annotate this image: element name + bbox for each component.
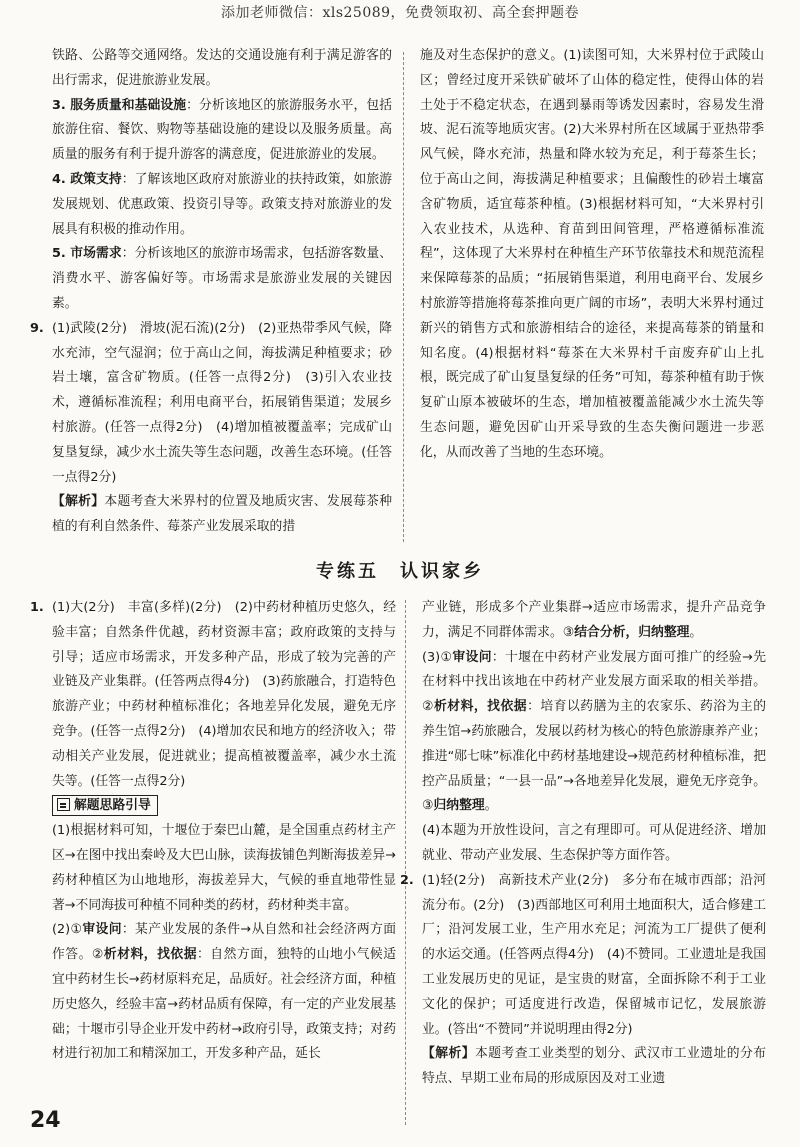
right-column-bottom	[400, 596, 767, 1092]
analysis-label: 【解析】	[52, 494, 105, 510]
guidance-p2-a: (2)①	[52, 922, 83, 938]
guidance-p2-c: ：某产业发展的条件→从自然和社会经济两方面作答。②	[52, 922, 396, 963]
analysis-q9	[52, 490, 392, 540]
guidance-p3-step1: 审设问	[452, 649, 492, 665]
solution-tip-badge	[52, 795, 158, 816]
q1-text: (1)大(2分) 丰富(多样)(2分) (2)中药材种植历史悠久，经验丰富；自然条件优越，药材资源丰富；政府政策的支持与引导；适应市场需求，开发多种产品，形成了较为完善的产业链及产业集群。(任答两点得4分) (3)药旅融合，打造特色旅游产业；中药材种植标准化；各地差异化发展，避免无序竞争。(任答一点得2分) (4)增加农民和地方的经济收入；带动相关产业发展，促进就业；提高植被覆盖率，减少水土流失等。(任答一点得2分)	[52, 600, 396, 789]
tip-box-row	[52, 794, 396, 819]
label-service: 3. 服务质量和基础设施	[52, 97, 187, 113]
analysis-text: 本题考查大米界村的位置及地质灾害、发展莓茶种植的有利自然条件、莓茶产业发展采取的措	[52, 494, 393, 535]
edit-icon	[57, 798, 70, 811]
q2-text: (1)轻(2分) 高新技术产业(2分) 多分布在城市西部；沿河流分布。(2分) (3)西部地区可利用土地面积大，适合修建工厂；沿河发展工业，生产用水充足；河流为工厂提供了便利的水运交通。(任答两点得4分) (4)不赞同。工业遗址是我国工业发展历史的见证，是宝贵的财富，全面拆除不利于工业文化的保护；可适度进行改造，保留城市记忆，发展旅游业。(答出“不赞同”并说明理由得2分)	[422, 872, 766, 1037]
q1-guidance	[30, 794, 396, 1067]
analysis-q2-text: 本题考查工业类型的划分、武汉市工业遗址的分布特点、早期工业布局的形成原因及对工业遗	[422, 1046, 767, 1087]
guidance-p2-e: ：自然方面，独特的山地小气候适宜中药材生长→药材原料充足，品质好。社会经济方面，种植历史悠久，经验丰富→药材品质有保障，有一定的产业发展基础；十堰市引导企业开发中药材→政府引导，政策支持；对药材进行初加工和精深加工，开发多种产品，延长	[52, 947, 397, 1062]
guidance-p3-c: ：十堰在中药材产业发展方面可推广的经验→先在材料中找出该地在中药材产业发展方面采取的相关举措。②	[422, 649, 766, 715]
q9-number: 9.	[30, 320, 44, 336]
guidance-cont-step3: 结合分析，归纳整理	[574, 624, 690, 640]
answer-q2	[400, 869, 766, 1043]
paragraph-transport: 铁路、公路等交通网络。发达的交通设施有利于满足游客的出行需求，促进旅游业发展。	[52, 48, 392, 88]
paragraph-market	[52, 242, 392, 316]
analysis-q2	[422, 1042, 766, 1092]
text-policy: ：了解该地区政府对旅游业的扶持政策，如旅游发展规划、优惠政策、投资引导等。政策支持对旅游业的发展具有积极的推动作用。	[52, 171, 392, 237]
analysis-q2-label: 【解析】	[422, 1046, 475, 1062]
text-market: ：分析该地区的旅游市场需求，包括游客数量、消费水平、游客偏好等。市场需求是旅游业发展的关键因素。	[52, 246, 392, 311]
q9-text: (1)武陵(2分) 滑坡(泥石流)(2分) (2)亚热带季风气候，降水充沛，空气湿润；位于高山之间，海拔满足种植要求；砂岩土壤，富含矿物质。(任答一点得2分) (3)引入农业技术，遵循标准流程；利用电商平台，拓展销售渠道；发展乡村旅游。(任答一点得2分) (4)增加植被覆盖率；完成矿山复垦复绿，减少水土流失等生态问题，改善生态环境。(任答一点得2分)	[52, 320, 392, 485]
guidance-p3-g: 。	[484, 798, 498, 814]
q2-number: 2.	[400, 872, 414, 888]
page-number: 24	[30, 1108, 61, 1133]
guidance-p3	[422, 646, 766, 820]
text-service: ：分析该地区的旅游服务水平，包括旅游住宿、餐饮、购物等基础设施的建设以及服务质量。高质量的服务有利于提升游客的满意度，促进旅游业的发展。	[52, 97, 392, 163]
analysis-q9-continued: 施及对生态保护的意义。(1)读图可知，大米界村位于武陵山区；曾经过度开采铁矿破坏了山体的稳定性，使得山体的岩土处于不稳定状态，在遇到暴雨等诱发因素时，容易发生滑坡、泥石流等地质灾害。(2)大米界村所在区域属于亚热带季风气候，降水充沛，热量和降水较为充足，利于莓茶生长；位于高山之间，海拔满足种植要求；且偏酸性的砂岩土壤富含矿物质，适宜莓茶种植。(3)根据材料可知，“大米界村引入农业技术，从选种、育苗到田间管理，严格遵循标准流程”，这体现了大米界村在种植生产环节依靠技术和规范流程来保障莓茶的品质；“拓展销售渠道，利用电商平台、发展乡村旅游等措施将莓茶推向更广阔的市场”，表明大米界村通过新兴的销售方式和旅游相结合的途径，来提高莓茶的销量和知名度。(4)根据材料“莓茶在大米界村千亩废弃矿山上扎根，既完成了矿山复垦复绿的任务”可知，莓茶种植有助于恢复矿山原本被破坏的生态，增加植被覆盖能减少水土流失等生态问题，避免因矿山开采导致的生态失衡问题进一步恶化，从而改善了当地的生态环境。	[420, 48, 764, 460]
guidance-p3-step3: 归纳整理	[433, 798, 485, 814]
answer-q9	[30, 317, 392, 491]
column-divider-top	[403, 52, 404, 542]
guidance-p1: (1)根据材料可知，十堰位于秦巴山麓，是全国重点药材主产区→在图中找出秦岭及大巴山脉，读海拔铺色判断海拔差异→药材种植区为山地地形，海拔差异大，气候的垂直地带性显著→不同海拔可种植不同种类的药材，药材种类丰富。	[52, 823, 396, 913]
guidance-p2-continued	[422, 596, 766, 646]
left-column-bottom	[30, 596, 396, 1067]
paragraph-service	[52, 94, 392, 168]
solution-tip-label: 解题思路引导	[74, 798, 151, 814]
guidance-p4: (4)本题为开放性设问，言之有理即可。可从促进经济、增加就业、带动产业发展、生态保护等方面作答。	[422, 823, 766, 863]
paragraph-policy	[52, 168, 392, 242]
q1-number: 1.	[30, 600, 44, 615]
guidance-cont-c: 。	[689, 624, 703, 640]
guidance-p3-e: ：培育以药膳为主的农家乐、药浴为主的养生馆→药旅融合，发展以药材为核心的特色旅游康养产业；推进“郧七味”标准化中药材基地建设→规范药材种植标准，把控产品质量；“一县一品”→各地差异化发展，避免无序竞争。③	[422, 699, 767, 814]
guidance-p2	[52, 918, 396, 1067]
column-divider-bottom	[405, 600, 406, 1125]
section-title: 专练五 认识家乡	[316, 561, 484, 582]
watermark-text: 添加老师微信：xls25089，免费领取初、高全套押题卷	[220, 5, 580, 21]
guidance-cont-a: 产业链，形成多个产业集群→适应市场需求，提升产品竞争力，满足不同群体需求。③	[422, 600, 766, 640]
left-column-top	[30, 44, 393, 540]
guidance-p2-step2: 析材料，找依据	[103, 947, 197, 963]
label-market: 5. 市场需求	[52, 246, 122, 262]
label-policy: 4. 政策支持	[52, 171, 122, 187]
right-column-top	[420, 44, 764, 466]
guidance-p2-step1: 审设问	[82, 922, 122, 938]
guidance-p3-a: (3)①	[422, 649, 453, 665]
answer-q1	[30, 596, 396, 794]
guidance-p3-step2: 析材料，找依据	[433, 699, 528, 715]
